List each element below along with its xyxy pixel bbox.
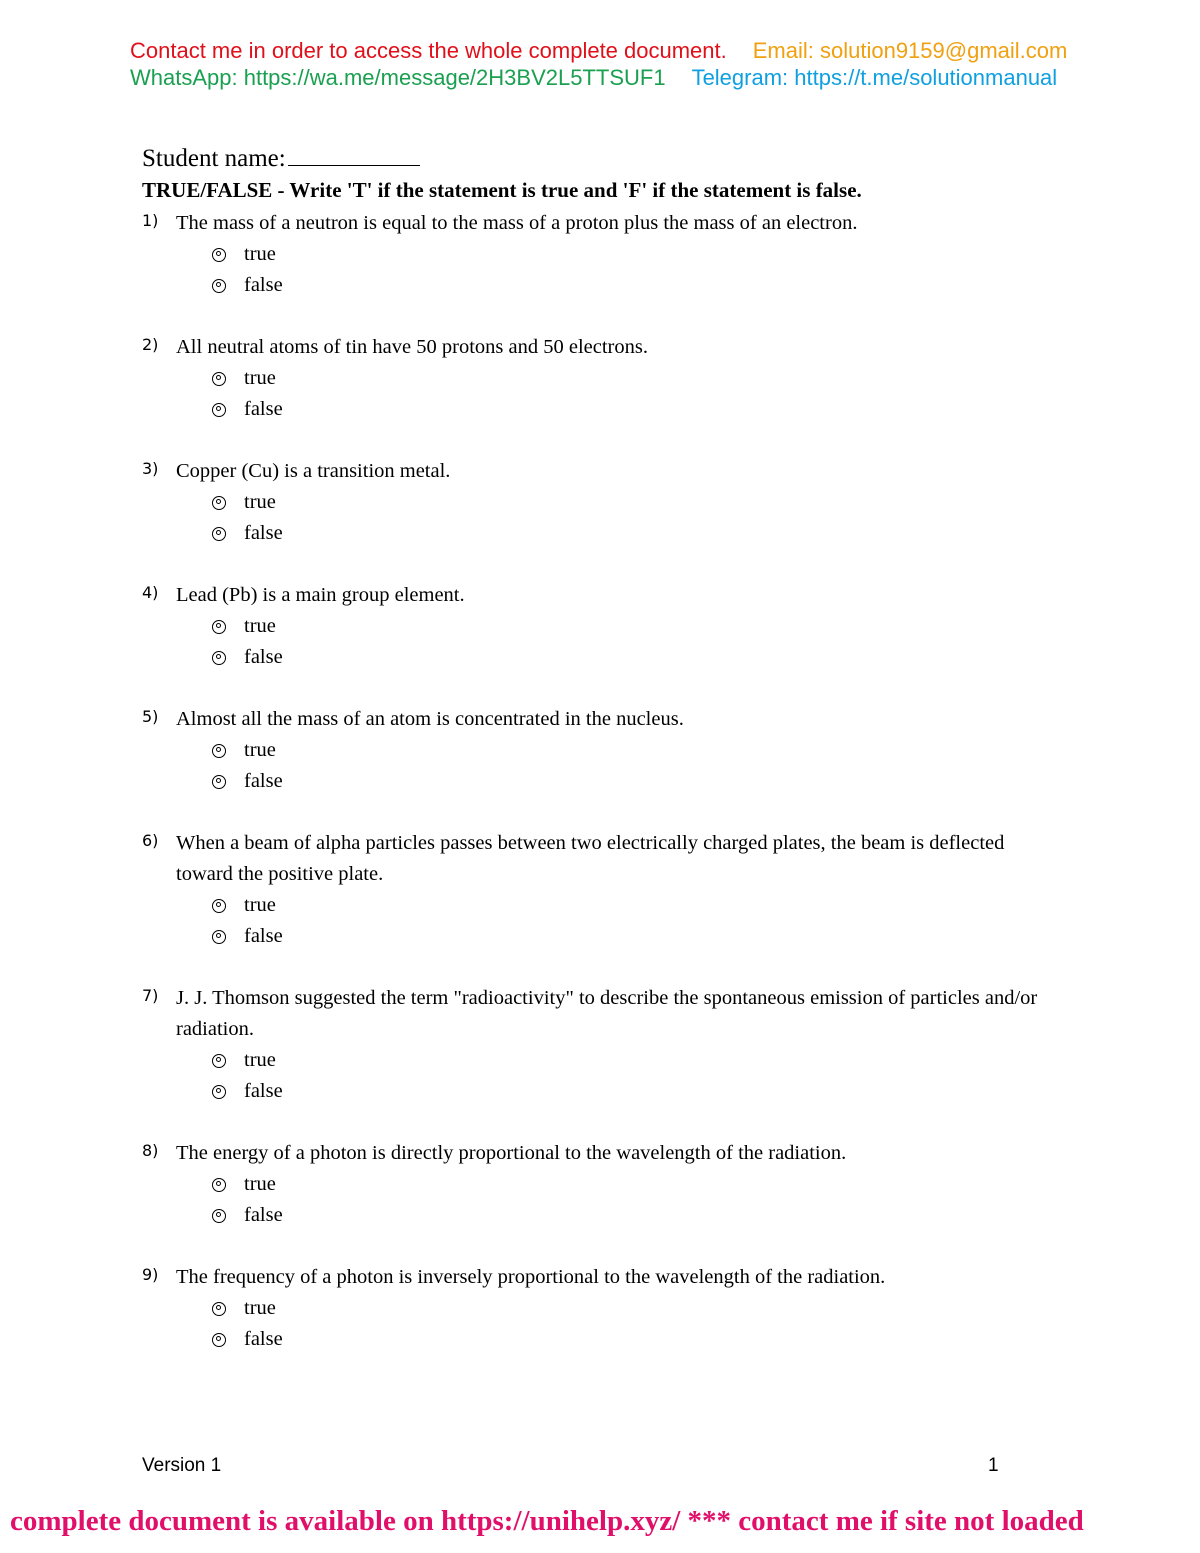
- radio-icon[interactable]: [212, 372, 226, 386]
- option-true[interactable]: [212, 239, 1062, 270]
- question-2: [142, 332, 1062, 425]
- option-false[interactable]: [212, 394, 1062, 425]
- question-text: J. J. Thomson suggested the term "radioactivity" to describe the spontaneous emission of particles and/or radiation.: [176, 987, 1038, 1040]
- option-label: true: [244, 1297, 276, 1319]
- question-number: 2): [142, 335, 159, 354]
- option-label: false: [244, 925, 283, 947]
- radio-icon[interactable]: [212, 496, 226, 510]
- telegram-link[interactable]: Telegram: https://t.me/solutionmanual: [691, 65, 1058, 90]
- option-label: false: [244, 1204, 283, 1226]
- instructions: TRUE/FALSE - Write 'T' if the statement is true and 'F' if the statement is false.: [142, 178, 862, 202]
- option-false[interactable]: [212, 1200, 1062, 1231]
- option-label: true: [244, 367, 276, 389]
- option-label: false: [244, 1328, 283, 1350]
- radio-icon[interactable]: [212, 1209, 226, 1223]
- student-name-field: [142, 143, 420, 173]
- contact-banner: [130, 38, 1067, 64]
- option-true[interactable]: [212, 890, 1062, 921]
- student-name-blank[interactable]: [288, 143, 420, 166]
- student-name-label: Student name:: [142, 145, 286, 172]
- radio-icon[interactable]: [212, 403, 226, 417]
- question-list: [142, 208, 1062, 1355]
- option-true[interactable]: [212, 1293, 1062, 1324]
- option-label: false: [244, 770, 283, 792]
- option-true[interactable]: [212, 1045, 1062, 1076]
- question-1: [142, 208, 1062, 301]
- question-6: [142, 828, 1062, 952]
- question-number: 4): [142, 583, 159, 602]
- footer-version: Version 1: [142, 1455, 222, 1476]
- option-label: true: [244, 1173, 276, 1195]
- radio-icon[interactable]: [212, 1178, 226, 1192]
- option-label: false: [244, 274, 283, 296]
- question-number: 7): [142, 986, 159, 1005]
- option-label: true: [244, 615, 276, 637]
- option-label: true: [244, 491, 276, 513]
- question-text: Almost all the mass of an atom is concentrated in the nucleus.: [176, 708, 684, 730]
- contact-text: Contact me in order to access the whole complete document.: [130, 38, 727, 63]
- option-false[interactable]: [212, 270, 1062, 301]
- radio-icon[interactable]: [212, 1085, 226, 1099]
- option-false[interactable]: [212, 921, 1062, 952]
- option-true[interactable]: [212, 611, 1062, 642]
- email-link[interactable]: Email: solution9159@gmail.com: [752, 38, 1068, 63]
- option-label: false: [244, 1080, 283, 1102]
- question-number: 5): [142, 707, 159, 726]
- option-label: true: [244, 1049, 276, 1071]
- question-number: 9): [142, 1265, 159, 1284]
- question-3: [142, 456, 1062, 549]
- option-label: false: [244, 522, 283, 544]
- option-false[interactable]: [212, 1076, 1062, 1107]
- question-text: The frequency of a photon is inversely proportional to the wavelength of the radiation.: [176, 1266, 886, 1288]
- radio-icon[interactable]: [212, 651, 226, 665]
- question-number: 3): [142, 459, 159, 478]
- social-banner: [130, 65, 1057, 91]
- question-text: All neutral atoms of tin have 50 protons and 50 electrons.: [176, 336, 648, 358]
- radio-icon[interactable]: [212, 527, 226, 541]
- question-text: The energy of a photon is directly proportional to the wavelength of the radiation.: [176, 1142, 847, 1164]
- question-text: When a beam of alpha particles passes between two electrically charged plates, the beam is deflected toward the positive plate.: [176, 832, 1005, 885]
- radio-icon[interactable]: [212, 1333, 226, 1347]
- bottom-banner[interactable]: complete document is available on https://unihelp.xyz/ *** contact me if site not loaded: [10, 1505, 1084, 1537]
- question-4: [142, 580, 1062, 673]
- question-7: [142, 983, 1062, 1107]
- option-false[interactable]: [212, 1324, 1062, 1355]
- page-number: 1: [988, 1455, 999, 1476]
- question-5: [142, 704, 1062, 797]
- whatsapp-link[interactable]: WhatsApp: https://wa.me/message/2H3BV2L5TTSUF1: [130, 65, 666, 90]
- radio-icon[interactable]: [212, 248, 226, 262]
- radio-icon[interactable]: [212, 1054, 226, 1068]
- question-text: The mass of a neutron is equal to the mass of a proton plus the mass of an electron.: [176, 212, 858, 234]
- option-false[interactable]: [212, 766, 1062, 797]
- question-text: Lead (Pb) is a main group element.: [176, 584, 465, 606]
- radio-icon[interactable]: [212, 279, 226, 293]
- option-false[interactable]: [212, 642, 1062, 673]
- radio-icon[interactable]: [212, 899, 226, 913]
- option-true[interactable]: [212, 487, 1062, 518]
- option-true[interactable]: [212, 1169, 1062, 1200]
- option-true[interactable]: [212, 735, 1062, 766]
- option-label: false: [244, 398, 283, 420]
- radio-icon[interactable]: [212, 775, 226, 789]
- option-true[interactable]: [212, 363, 1062, 394]
- radio-icon[interactable]: [212, 620, 226, 634]
- question-9: [142, 1262, 1062, 1355]
- radio-icon[interactable]: [212, 930, 226, 944]
- option-false[interactable]: [212, 518, 1062, 549]
- question-number: 1): [142, 211, 159, 230]
- radio-icon[interactable]: [212, 744, 226, 758]
- radio-icon[interactable]: [212, 1302, 226, 1316]
- option-label: false: [244, 646, 283, 668]
- option-label: true: [244, 739, 276, 761]
- option-label: true: [244, 243, 276, 265]
- question-number: 6): [142, 831, 159, 850]
- question-number: 8): [142, 1141, 159, 1160]
- option-label: true: [244, 894, 276, 916]
- question-text: Copper (Cu) is a transition metal.: [176, 460, 451, 482]
- question-8: [142, 1138, 1062, 1231]
